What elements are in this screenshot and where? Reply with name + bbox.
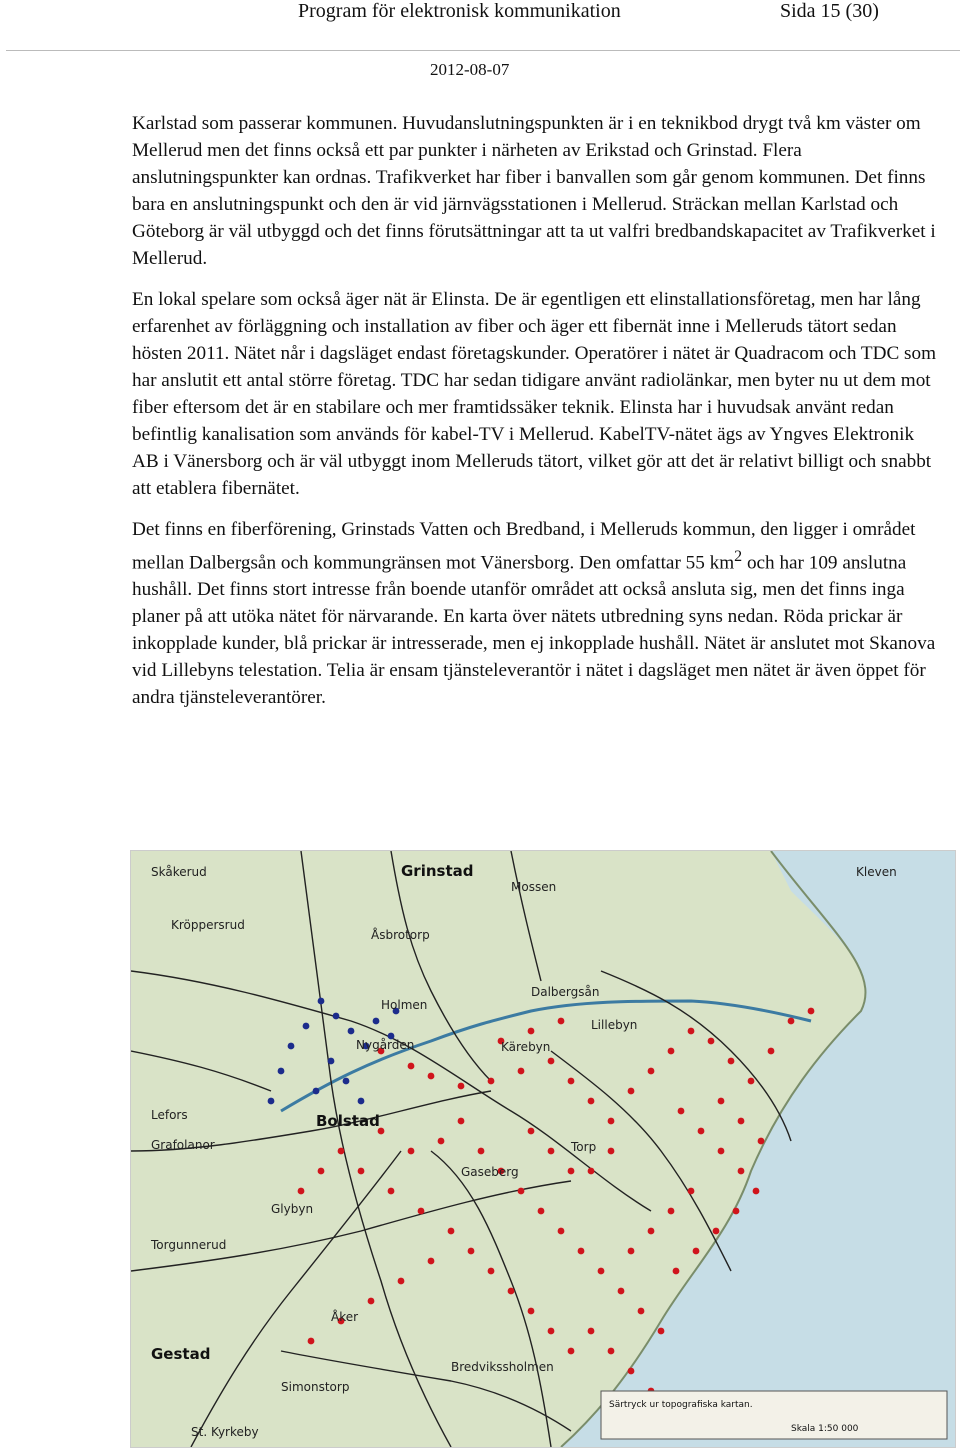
- connected-household-dot: [618, 1288, 625, 1295]
- connected-household-dot: [608, 1348, 615, 1355]
- place-label-aker: Åker: [331, 1310, 359, 1324]
- connected-household-dot: [458, 1083, 465, 1090]
- connected-household-dot: [648, 1068, 655, 1075]
- connected-household-dot: [478, 1148, 485, 1155]
- connected-household-dot: [588, 1168, 595, 1175]
- place-label-bolstad: Bolstad: [316, 1112, 380, 1130]
- place-label-gaseberg: Gaseberg: [461, 1165, 519, 1179]
- connected-household-dot: [738, 1168, 745, 1175]
- place-label-gestad: Gestad: [151, 1345, 211, 1363]
- connected-household-dot: [408, 1148, 415, 1155]
- interested-household-dot: [333, 1013, 340, 1020]
- connected-household-dot: [488, 1268, 495, 1275]
- place-label-nygarden: Nygården: [356, 1038, 415, 1052]
- connected-household-dot: [388, 1188, 395, 1195]
- connected-household-dot: [748, 1078, 755, 1085]
- place-label-lillebyn: Lillebyn: [591, 1018, 638, 1032]
- connected-household-dot: [528, 1308, 535, 1315]
- map-legend-text: Särtryck ur topografiska kartan.: [609, 1400, 753, 1410]
- connected-household-dot: [668, 1208, 675, 1215]
- body-text: [132, 110, 942, 725]
- connected-household-dot: [768, 1048, 775, 1055]
- connected-household-dot: [578, 1248, 585, 1255]
- connected-household-dot: [548, 1058, 555, 1065]
- place-label-grafolanor: Grafolanor: [151, 1138, 215, 1152]
- place-label-bredvikssholmen: Bredvikssholmen: [451, 1360, 554, 1374]
- interested-household-dot: [328, 1058, 335, 1065]
- map-legend-box: [601, 1391, 947, 1439]
- connected-household-dot: [418, 1208, 425, 1215]
- connected-household-dot: [808, 1008, 815, 1015]
- interested-household-dot: [288, 1043, 295, 1050]
- connected-household-dot: [673, 1268, 680, 1275]
- connected-household-dot: [448, 1228, 455, 1235]
- connected-household-dot: [398, 1278, 405, 1285]
- header-divider: [6, 50, 960, 51]
- interested-household-dot: [343, 1078, 350, 1085]
- place-label-glybyn: Glybyn: [271, 1202, 314, 1216]
- place-label-kroppersrud: Kröppersrud: [171, 918, 245, 932]
- interested-household-dot: [318, 998, 325, 1005]
- connected-household-dot: [678, 1108, 685, 1115]
- connected-household-dot: [308, 1338, 315, 1345]
- connected-household-dot: [588, 1098, 595, 1105]
- connected-household-dot: [488, 1078, 495, 1085]
- connected-household-dot: [568, 1348, 575, 1355]
- interested-household-dot: [313, 1088, 320, 1095]
- connected-household-dot: [733, 1208, 740, 1215]
- connected-household-dot: [658, 1328, 665, 1335]
- paragraph-3: [132, 516, 942, 711]
- interested-household-dot: [278, 1068, 285, 1075]
- place-label-lefors: Lefors: [151, 1108, 188, 1122]
- connected-household-dot: [608, 1148, 615, 1155]
- connected-household-dot: [438, 1138, 445, 1145]
- interested-household-dot: [303, 1023, 310, 1030]
- connected-household-dot: [628, 1368, 635, 1375]
- paragraph-3-part-b: och har 109 anslutna hushåll. Det finns stort intresse från boende utanför området att också ansluta sig, men det finns inga planer på att utöka nätet för närvarande. En karta över nätets utbredning syns nedan. Röda prickar är inkopplade kunder, blå prickar är intresserade, men ej inkopplade hushåll. Nätet är anslutet mot Skanova vid Lillebyns telestation. Telia är ensam tjänsteleverantör i nätet i dagsläget men nätet är även öppet för andra tjänsteleverantörer.: [132, 552, 936, 709]
- place-label-kleven: Kleven: [856, 865, 897, 879]
- connected-household-dot: [298, 1188, 305, 1195]
- connected-household-dot: [518, 1068, 525, 1075]
- connected-household-dot: [548, 1148, 555, 1155]
- connected-household-dot: [408, 1063, 415, 1070]
- connected-household-dot: [528, 1128, 535, 1135]
- connected-household-dot: [788, 1018, 795, 1025]
- connected-household-dot: [468, 1248, 475, 1255]
- connected-household-dot: [718, 1148, 725, 1155]
- connected-household-dot: [588, 1328, 595, 1335]
- page-number: Sida 15 (30): [780, 0, 879, 22]
- document-date: 2012-08-07: [430, 60, 510, 79]
- network-map: [130, 850, 956, 1448]
- connected-household-dot: [458, 1118, 465, 1125]
- connected-household-dot: [518, 1188, 525, 1195]
- connected-household-dot: [428, 1258, 435, 1265]
- connected-household-dot: [568, 1168, 575, 1175]
- place-label-holmen: Holmen: [381, 998, 428, 1012]
- interested-household-dot: [348, 1028, 355, 1035]
- place-label-asbrotorp: Åsbrotorp: [371, 928, 430, 942]
- connected-household-dot: [753, 1188, 760, 1195]
- connected-household-dot: [368, 1298, 375, 1305]
- connected-household-dot: [318, 1168, 325, 1175]
- map-canvas: [131, 851, 955, 1447]
- interested-household-dot: [358, 1098, 365, 1105]
- connected-household-dot: [598, 1268, 605, 1275]
- place-label-skakerud: Skåkerud: [151, 865, 207, 879]
- place-label-grinstad: Grinstad: [401, 862, 474, 880]
- place-label-mossen: Mossen: [511, 880, 557, 894]
- connected-household-dot: [698, 1128, 705, 1135]
- connected-household-dot: [638, 1308, 645, 1315]
- place-label-st-kyrkeby: St. Kyrkeby: [191, 1425, 259, 1439]
- place-label-karebyn: Kärebyn: [501, 1040, 551, 1054]
- place-label-simonstorp: Simonstorp: [281, 1380, 350, 1394]
- connected-household-dot: [738, 1118, 745, 1125]
- connected-household-dot: [538, 1208, 545, 1215]
- connected-household-dot: [528, 1028, 535, 1035]
- connected-household-dot: [338, 1148, 345, 1155]
- interested-household-dot: [373, 1018, 380, 1025]
- connected-household-dot: [358, 1168, 365, 1175]
- connected-household-dot: [628, 1248, 635, 1255]
- connected-household-dot: [708, 1038, 715, 1045]
- area-superscript: 2: [734, 548, 743, 565]
- connected-household-dot: [628, 1088, 635, 1095]
- connected-household-dot: [693, 1248, 700, 1255]
- place-label-torgunnerud: Torgunnerud: [151, 1238, 227, 1252]
- connected-household-dot: [568, 1078, 575, 1085]
- connected-household-dot: [648, 1228, 655, 1235]
- connected-household-dot: [668, 1048, 675, 1055]
- connected-household-dot: [758, 1138, 765, 1145]
- connected-household-dot: [728, 1058, 735, 1065]
- connected-household-dot: [428, 1073, 435, 1080]
- interested-household-dot: [268, 1098, 275, 1105]
- map-scale-text: Skala 1:50 000: [791, 1424, 859, 1434]
- paragraph-2: En lokal spelare som också äger nät är Elinsta. De är egentligen ett elinstallationsföretag, men har lång erfarenhet av förläggning och installation av fiber och äger ett fibernät inne i Melleruds tätort sedan hösten 2011. Nätet når i dagsläget endast företagskunder. Operatörer i nätet är Quadracom och TDC som har anslutit ett antal större företag. TDC har sedan tidigare använt radiolänkar, men byter nu ut dem mot fiber eftersom det är en stabilare och mer framtidssäker teknik. Elinsta har i huvudsak använt redan befintlig kanalisation som används för kabel-TV i Mellerud. KabelTV-nätet ägs av Yngves Elektronik AB i Vänersborg och är väl utbyggt inom Melleruds tätort, vilket gör att det är relativt billigt och snabbt att etablera fibernätet.: [132, 289, 937, 499]
- connected-household-dot: [713, 1228, 720, 1235]
- document-title: Program för elektronisk kommunikation: [298, 0, 621, 22]
- place-label-dalbergsan: Dalbergsån: [531, 985, 600, 999]
- connected-household-dot: [718, 1098, 725, 1105]
- connected-household-dot: [558, 1228, 565, 1235]
- paragraph-3-part-a: Det finns en fiberförening, Grinstads Vatten och Bredband, i Melleruds kommun, den ligger i området mellan Dalbergsån och kommungränsen mot Vänersborg. Den omfattar 55 km: [132, 519, 916, 574]
- connected-household-dot: [688, 1028, 695, 1035]
- place-label-torp: Torp: [571, 1140, 597, 1154]
- connected-household-dot: [508, 1288, 515, 1295]
- connected-household-dot: [548, 1328, 555, 1335]
- paragraph-1: Karlstad som passerar kommunen. Huvudanslutningspunkten är i en teknikbod drygt två km väster om Mellerud men det finns också ett par punkter i närheten av Erikstad och Grinstad. Flera anslutningspunkter kan ordnas. Trafikverket har fiber i banvallen som går genom kommunen. Det finns bara en anslutningspunkt och den är vid järnvägsstationen i Mellerud. Sträckan mellan Karlstad och Göteborg är väl utbyggd och det finns förutsättningar att ta ut valfri bredbandskapacitet av Trafikverket i Mellerud.: [132, 113, 936, 269]
- connected-household-dot: [558, 1018, 565, 1025]
- connected-household-dot: [608, 1118, 615, 1125]
- connected-household-dot: [688, 1188, 695, 1195]
- page-header: [0, 0, 960, 79]
